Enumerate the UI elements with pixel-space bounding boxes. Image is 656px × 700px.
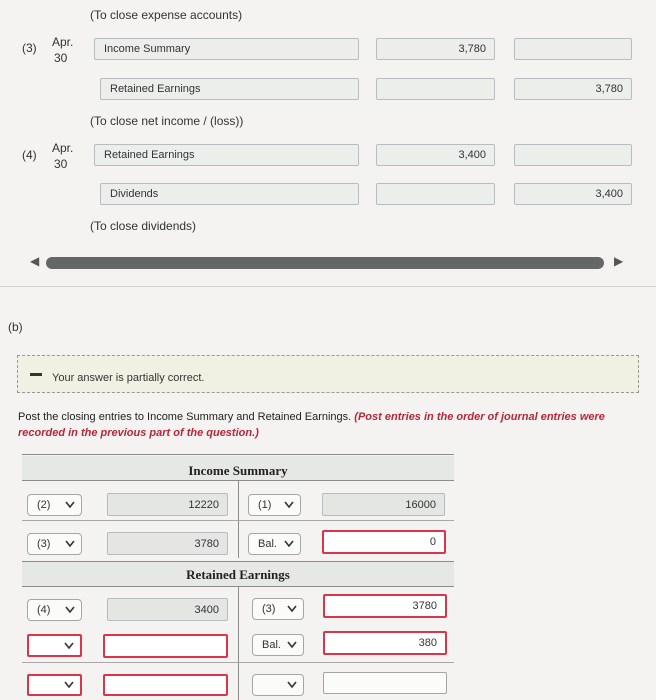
entry-3-credit-amount[interactable]: 3,780 (514, 78, 632, 100)
minus-icon (30, 373, 42, 377)
entry-3-debit-amount[interactable]: 3,780 (376, 38, 495, 60)
income-summary-balance-select[interactable] (248, 533, 301, 555)
income-summary-left-ref-select[interactable] (27, 494, 82, 516)
income-summary-top-rule (22, 454, 454, 455)
income-summary-left-amount[interactable]: 12220 (107, 493, 228, 516)
entry-4-debit-amount[interactable]: 3,400 (376, 144, 495, 166)
chevron-down-icon (64, 679, 74, 691)
section-divider (0, 286, 656, 287)
entry-4-day: 30 (54, 157, 68, 171)
entry-3-number: (3) (22, 41, 37, 55)
instructions-text: Post the closing entries to Income Summary and Retained Earnings. (18, 411, 355, 423)
entry-3-month: Apr. (52, 35, 74, 49)
selected-value: (4) (37, 604, 51, 616)
entry-4-month: Apr. (52, 141, 74, 155)
chevron-down-icon (284, 538, 294, 550)
entry-4-debit-amount-empty[interactable] (376, 183, 495, 205)
posting-instructions (18, 409, 638, 441)
income-summary-balance-amount[interactable]: 0 (322, 530, 446, 554)
selected-value: (1) (258, 499, 272, 511)
part-b-label: (b) (8, 320, 23, 334)
retained-earnings-row-rule (22, 662, 454, 663)
entry-3-credit-account[interactable]: Retained Earnings (100, 78, 359, 100)
partial-correct-banner (17, 355, 639, 393)
retained-earnings-center-line (238, 587, 239, 700)
entry-4-credit-amount-empty[interactable] (514, 144, 632, 166)
instructions-emphasis: (Post entries in the order of journal entries were recorded in the previous part of the question.) (18, 411, 605, 439)
chevron-down-icon (284, 499, 294, 511)
retained-earnings-left-amount[interactable]: 3400 (107, 598, 228, 621)
retained-earnings-right-amount[interactable]: 3780 (323, 594, 447, 618)
entry-4-explanation: (To close dividends) (90, 219, 197, 233)
chevron-down-icon (65, 499, 75, 511)
income-summary-right-ref-select[interactable] (248, 494, 301, 516)
retained-earnings-left-amount-empty[interactable] (103, 634, 228, 658)
entry-4-credit-account[interactable]: Dividends (100, 183, 359, 205)
entry-3-day: 30 (54, 51, 68, 65)
entry-4-debit-account[interactable]: Retained Earnings (94, 144, 359, 166)
scroll-left-button[interactable]: ◀ (30, 254, 40, 268)
income-summary-right-amount[interactable]: 16000 (322, 493, 445, 516)
income-summary-title: Income Summary (188, 463, 288, 478)
selected-value: (3) (37, 538, 51, 550)
chevron-down-icon (287, 639, 297, 651)
chevron-down-icon (287, 679, 297, 691)
retained-earnings-right-ref-select-empty[interactable] (252, 674, 304, 696)
retained-earnings-balance-amount[interactable]: 380 (323, 631, 447, 655)
income-summary-left-ref-select[interactable] (27, 533, 82, 555)
income-summary-left-amount[interactable]: 3780 (107, 532, 228, 555)
retained-earnings-balance-select[interactable] (252, 634, 304, 656)
entry-4-number: (4) (22, 148, 37, 162)
retained-earnings-left-ref-select-empty[interactable] (27, 674, 82, 696)
scroll-right-button[interactable]: ▶ (614, 254, 624, 268)
entry-3-debit-amount-empty[interactable] (376, 78, 495, 100)
selected-value: Bal. (258, 538, 277, 550)
retained-earnings-left-ref-select-empty[interactable] (27, 634, 82, 657)
selected-value: (3) (262, 603, 276, 615)
entry-3-credit-amount-empty[interactable] (514, 38, 632, 60)
chevron-down-icon (65, 538, 75, 550)
chevron-down-icon (287, 603, 297, 615)
income-summary-row-rule (22, 520, 454, 521)
retained-earnings-left-amount-empty[interactable] (103, 674, 228, 696)
entry-3-debit-account[interactable]: Income Summary (94, 38, 359, 60)
chevron-down-icon (65, 604, 75, 616)
retained-earnings-right-amount-empty[interactable] (323, 672, 447, 694)
selected-value: Bal. (262, 639, 281, 651)
horizontal-scrollbar-thumb[interactable] (46, 257, 604, 269)
retained-earnings-left-ref-select[interactable] (27, 599, 82, 621)
entry-4-credit-amount[interactable]: 3,400 (514, 183, 632, 205)
chevron-down-icon (64, 640, 74, 652)
retained-earnings-right-ref-select[interactable] (252, 598, 304, 620)
entry-3-explanation: (To close net income / (loss)) (90, 114, 244, 128)
selected-value: (2) (37, 499, 51, 511)
expense-close-explanation: (To close expense accounts) (90, 8, 243, 22)
banner-status-text: Your answer is partially correct. (52, 372, 205, 384)
retained-earnings-title: Retained Earnings (186, 567, 290, 582)
